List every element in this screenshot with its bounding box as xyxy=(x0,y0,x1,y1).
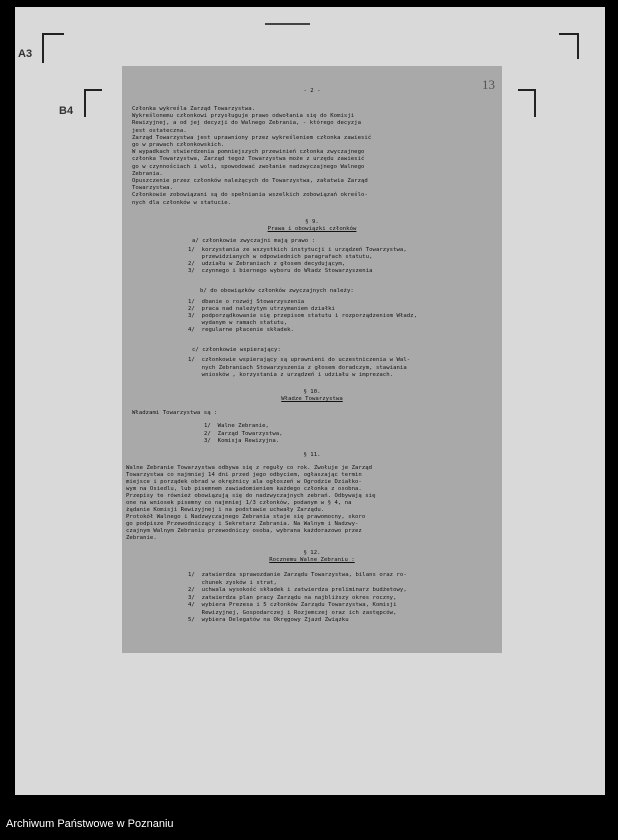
text-line: 1/ Walne Zebranie, xyxy=(204,423,269,429)
section-9-c-intro: c/ członkowie wspierający: xyxy=(192,347,281,353)
text-line: czajnym Walnym Zebraniu przewodniczy osoba, wybrana każdorazowo przez xyxy=(126,528,362,534)
text-line: 3/ podporządkowanie się przepisom statutu i rozporządzeniom Władz, xyxy=(188,313,417,319)
text-line: Zarząd Towarzystwa jest uprawniony przez wykreśleniem członka zawiesić xyxy=(132,134,372,141)
text-line: Towarzystwa co najmniej 14 dni przed jego odbyciem, ogłaszając termin xyxy=(126,472,362,478)
frame-mark-a3: A3 xyxy=(18,48,33,60)
text-line: wydanym w ramach statutu, xyxy=(188,320,288,326)
section-9-title: Prawa i obowiązki członków xyxy=(267,226,357,232)
text-line: żądanie Komisji Rewizyjnej i na podstawie uchwały Zarządu. xyxy=(126,507,325,513)
text-line: jest ostateczna. xyxy=(132,127,187,134)
text-line: Towarzystwa. xyxy=(132,185,174,192)
crop-mark-inner-left xyxy=(84,89,102,117)
text-line: miejsce i porządek obrad w okrężnicy ala ogłoszeń w Ogrodzie Działko- xyxy=(126,479,362,485)
crop-mark-inner-right xyxy=(518,89,536,117)
text-line: Członka wykreśla Zarząd Towarzystwa. xyxy=(132,106,256,112)
text-line: 4/ wybiera Prezesa i 5 członków Zarządu Towarzystwa, Komisji xyxy=(188,602,397,608)
text-line: 2/ Zarząd Towarzystwa, xyxy=(204,430,283,437)
text-line: Wykreślonemu członkowi przysługuje prawo odwołania się do Komisji xyxy=(132,113,355,120)
text-line: 1/ dbanie o rozwój Stowarzyszenia xyxy=(188,299,305,305)
section-10-title: Władze Towarzystwa xyxy=(281,396,343,402)
text-line: nych dla członków w statucie. xyxy=(132,199,232,206)
text-line: 1/ korzystania ze wszystkich instytucji i urządzeń Towarzystwa, xyxy=(188,247,407,253)
text-line: 5/ wybiera Delegatów na Okręgowy Zjazd Związku xyxy=(188,617,349,623)
text-line: 3/ zatwierdza plan pracy Zarządu na najbliższy okres roczny, xyxy=(188,594,397,601)
text-line: wniosków , korzystania z urządzeń i udziału w imprezach. xyxy=(188,372,394,378)
text-line: 2/ udziału w Zebraniach z głosem decydującym, xyxy=(188,261,346,267)
crop-mark-top-left xyxy=(42,33,64,63)
text-line: W wypadkach stwierdzenia pomniejszych przewinień członka zwyczajnego xyxy=(132,149,365,156)
text-line: go podpisze Przewodniczący i Sekretarz Zebrania. Na Walnym i Nadzwy- xyxy=(126,521,359,527)
handwritten-number: 13 xyxy=(482,77,495,92)
text-line: go w czynnościach i woli, spowodować zwołanie nadzwyczajnego Walnego xyxy=(132,163,365,170)
text-line: Przepisy te również obowiązują się do nadzwyczajnych zebrań. Odbywają się xyxy=(126,493,376,499)
section-9-heading: § 9. xyxy=(305,219,319,225)
text-line: Walne Zebranie Towarzystwa odbywa się z reguły co rok. Zwołuje je Zarząd xyxy=(126,465,373,471)
text-line: członka Towarzystwa, Zarząd tegoż Towarzystwa może z urzędu zawiesić xyxy=(132,156,365,163)
text-line: 2/ praca nad należytym utrzymaniem działki xyxy=(188,306,335,312)
text-line: one na wniosek pisemny co najmniej 1/3 członków, podanym w § 4, na xyxy=(126,500,352,506)
section-12-heading: § 12. xyxy=(303,550,321,556)
frame-mark-b4: B4 xyxy=(59,105,74,117)
document-page xyxy=(122,66,502,653)
text-line: przewidzianych w odpowiednich paragrafach statutu, xyxy=(188,254,373,260)
text-line: 1/ zatwierdza sprawozdanie Zarządu Towarzystwa, bilans oraz ro- xyxy=(188,572,407,578)
text-line: chunek zysków i strat, xyxy=(188,579,277,586)
text-line: Zebranie. xyxy=(126,535,157,541)
section-10-heading: § 10. xyxy=(303,389,321,395)
text-line: 1/ członkowie wspierający są uprawnieni do uczestniczenia w Wal- xyxy=(188,357,411,363)
text-line: 2/ uchwala wysokość składek i zatwierdza preliminarz budżetowy, xyxy=(188,587,407,593)
text-line: 3/ czynnego i biernego wyboru do Władz Stowarzyszenia xyxy=(188,268,373,274)
text-line: 3/ Komisja Rewizyjna. xyxy=(204,438,280,444)
section-11-heading: § 11. xyxy=(303,452,321,458)
section-9-a-intro: a/ członkowie zwyczajni mają prawo : xyxy=(192,238,316,244)
text-line: 4/ regularne płacenie składek. xyxy=(188,327,294,333)
section-10-intro: Władzami Towarzystwa są : xyxy=(132,410,218,416)
section-12-title: Rocznemu Walne Zebraniu : xyxy=(269,557,355,563)
text-line: nych Zebraniach Stowarzyszenia z głosem doradczym, stawiania xyxy=(188,364,407,371)
text-line: Protokół Walnego i Nadzwyczajnego Zebrania staje się prawomocny, skoro xyxy=(126,514,366,520)
text-line: Rewizyjnej, a od jej decyzji do Walnego Zebrania, - którego decyzja xyxy=(132,120,361,127)
text-line: Członkowie zobowiązani są do spełniania wszelkich zobowiązań określo- xyxy=(132,192,368,199)
section-9-b-intro: b/ do obowiązków członków zwyczajnych należy: xyxy=(200,288,354,294)
text-line: go w prawach członkowskich. xyxy=(132,142,225,148)
page-number: - 2 - xyxy=(303,88,321,94)
archive-credit: Archiwum Państwowe w Poznaniu xyxy=(6,818,174,830)
text-line: wym na Osiedlu, lub pisemnem zawiadomieniem każdego członka z osobna. xyxy=(126,486,362,492)
frame-top-line xyxy=(265,23,310,25)
crop-mark-top-right xyxy=(559,33,579,59)
text-line: Rewizyjnej, Gospodarczej i Rozjemczej oraz ich zastępców, xyxy=(188,609,397,616)
text-line: Opuszczenie przez członków należących do Towarzystwa, załatwia Zarząd xyxy=(132,178,368,184)
text-line: Zebrania. xyxy=(132,170,163,177)
